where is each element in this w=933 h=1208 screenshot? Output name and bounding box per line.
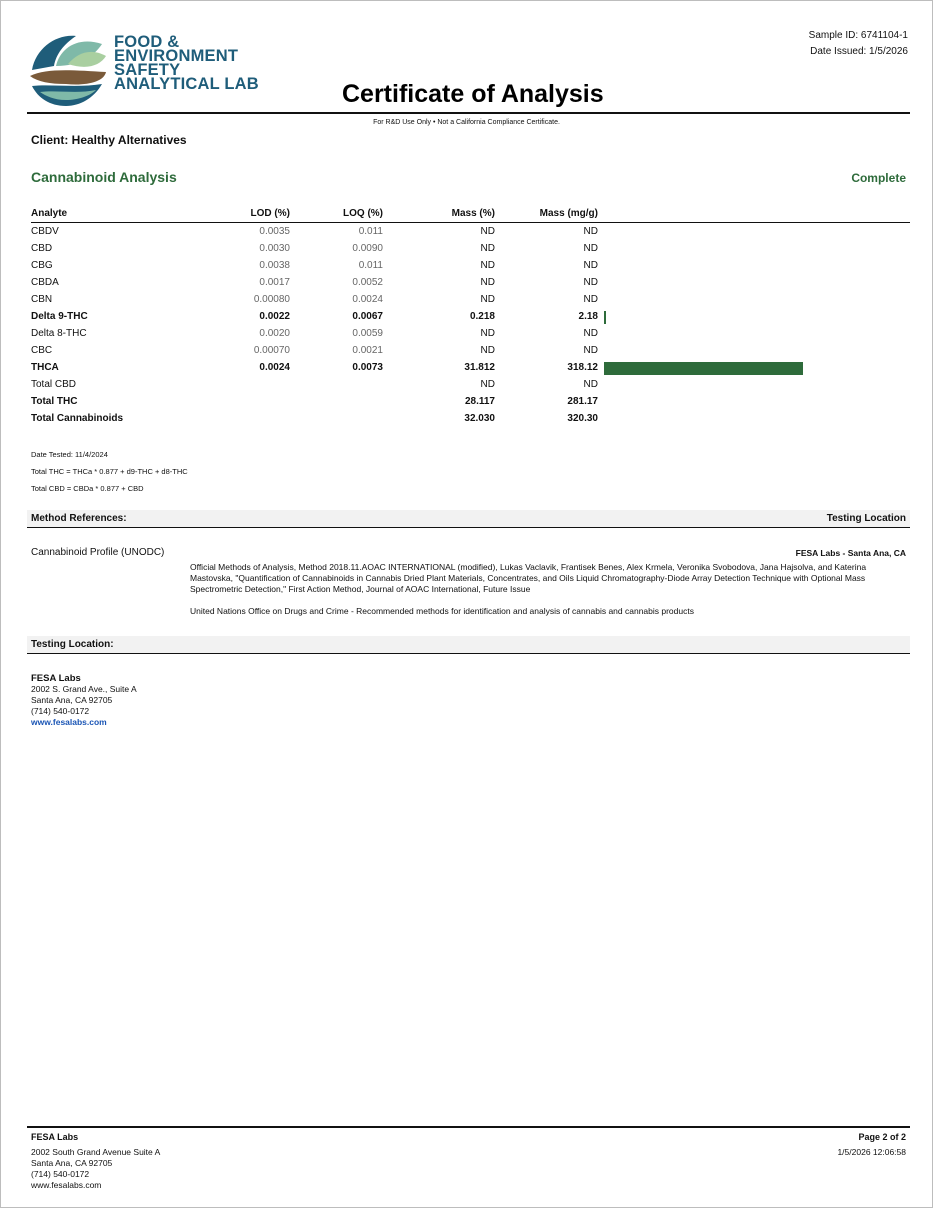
table-cell-loq: 0.0067 [352,311,383,322]
footer-address-line: Santa Ana, CA 92705 [31,1158,113,1168]
table-cell-pct: ND [480,379,495,390]
compliance-notice: For R&D Use Only • Not a California Compliance Certificate. [373,119,560,126]
table-cell-lod: 0.0038 [259,260,290,271]
lab-name-line: ANALYTICAL LAB [114,75,259,93]
table-cell-lod: 0.0024 [259,362,290,373]
method-location: FESA Labs - Santa Ana, CA [795,548,906,558]
testing-location-address [31,673,137,728]
table-cell-loq: 0.0073 [352,362,383,373]
table-cell-pct: 32.030 [464,413,495,424]
method-citation: Official Methods of Analysis, Method 2018.11.AOAC INTERNATIONAL (modified), Lukas Vaclavik, Frantisek Benes, Alex Krmela, Veronika Svobodova, Jana Hajsolva, and Katerina Mastovska, "Quantification of Cannabinoids in Cannabis Dried Plant Materials, Concentrates, and Oils Liquid Chromatography-Diode Array Detection Technique with Optional Mass Spectrometric Detection," First Action Method, Journal of AOAC International, Future Issue [190,562,867,594]
lab-logo-icon [26,26,108,108]
table-cell-pct: 0.218 [469,311,495,322]
table-cell-lod: 0.00070 [253,345,290,356]
footer-divider [27,1126,910,1128]
table-cell-lod: 0.0022 [259,311,290,322]
table-cell-mg: ND [583,345,598,356]
lab-name-line: FOOD & [114,33,180,51]
table-cell-analyte: CBN [31,294,53,305]
table-cell-pct: ND [480,294,495,305]
method-references-band [27,510,910,528]
table-row [31,274,910,291]
table-cell-pct: ND [480,345,495,356]
table-cell-mg: ND [583,294,598,305]
cannabinoid-table [31,205,910,427]
table-cell-loq: 0.011 [358,226,383,237]
page-number: Page 2 of 2 [858,1132,906,1142]
table-cell-mg: 281.17 [567,396,598,407]
sample-info [809,28,908,60]
table-cell-mg: ND [583,328,598,339]
date-tested: Date Tested: 11/4/2024 [31,450,108,459]
phone-number: (714) 540-0172 [31,706,90,716]
table-row [31,410,910,427]
table-cell-loq: 0.0021 [352,345,383,356]
table-cell-analyte: Total CBD [31,379,77,390]
table-cell-loq: 0.0059 [352,328,383,339]
column-header: Analyte [31,208,68,219]
table-row [31,376,910,393]
table-cell-pct: ND [480,328,495,339]
table-row [31,240,910,257]
address-line: Santa Ana, CA 92705 [31,695,113,705]
table-cell-pct: ND [480,243,495,254]
table-header [31,205,910,223]
address-line: 2002 S. Grand Ave., Suite A [31,684,137,694]
table-cell-mg: ND [583,243,598,254]
sample-id: Sample ID: 6741104-1 [808,30,908,41]
table-cell-analyte: CBC [31,345,53,356]
method-name: Cannabinoid Profile (UNODC) [31,547,165,558]
table-cell-loq: 0.0052 [352,277,383,288]
table-cell-pct: 28.117 [464,396,495,407]
table-cell-pct: 31.812 [464,362,495,373]
table-row [31,257,910,274]
table-cell-mg: 318.12 [567,362,598,373]
table-cell-loq: 0.011 [358,260,383,271]
table-cell-lod: 0.0035 [259,226,290,237]
table-row [31,308,910,325]
table-cell-analyte: CBDA [31,277,59,288]
footer-website: www.fesalabs.com [31,1180,102,1190]
method-description [190,562,895,628]
testing-location-band [27,636,910,654]
table-cell-analyte: Delta 9-THC [31,311,88,322]
footer-phone: (714) 540-0172 [31,1169,90,1179]
method-citation: United Nations Office on Drugs and Crime - Recommended methods for identification and analysis of cannabis and cannabis products [190,606,694,616]
table-cell-analyte: CBD [31,243,53,254]
table-cell-lod: 0.0017 [259,277,290,288]
table-cell-mg: 320.30 [567,413,598,424]
location-name: FESA Labs [31,673,81,684]
column-header: LOQ (%) [343,208,383,219]
table-body [31,223,910,427]
status-badge: Complete [851,171,906,185]
footer-page-info [837,1132,906,1158]
total-cbd-formula: Total CBD = CBDa * 0.877 + CBD [31,484,144,493]
calculation-notes [31,446,188,497]
table-row [31,223,910,240]
table-cell-analyte: THCA [31,362,59,373]
table-cell-loq: 0.0090 [352,243,383,254]
section-title: Cannabinoid Analysis [31,169,177,185]
table-cell-analyte: CBDV [31,226,59,237]
testing-location-label: Testing Location: [31,639,114,650]
lab-name-line: SAFETY [114,61,181,79]
table-cell-analyte: CBG [31,260,53,271]
table-cell-loq: 0.0024 [352,294,383,305]
table-cell-mg: ND [583,277,598,288]
table-row [31,325,910,342]
table-cell-lod: 0.0020 [259,328,290,339]
table-cell-mg: ND [583,260,598,271]
footer-lab-name: FESA Labs [31,1132,79,1142]
lab-name-line: ENVIRONMENT [114,47,239,65]
method-references-label: Method References: [31,513,127,524]
table-row [31,359,910,376]
mass-bar [604,311,606,324]
mass-bar [604,362,803,375]
lab-name [114,35,259,91]
table-cell-lod: 0.0030 [259,243,290,254]
table-cell-analyte: Total THC [31,396,78,407]
table-row [31,291,910,308]
table-row [31,342,910,359]
date-issued: Date Issued: 1/5/2026 [810,46,908,57]
website-link[interactable]: www.fesalabs.com [31,717,107,727]
page-title: Certificate of Analysis [342,80,604,108]
footer-address-line: 2002 South Grand Avenue Suite A [31,1147,161,1157]
column-header: LOD (%) [250,208,290,219]
client-name: Client: Healthy Alternatives [31,133,187,147]
table-cell-pct: ND [480,277,495,288]
table-cell-pct: ND [480,260,495,271]
table-row [31,393,910,410]
header-divider [27,112,910,114]
column-header: Mass (%) [451,208,495,219]
testing-location-header: Testing Location [826,513,906,524]
table-cell-mg: ND [583,226,598,237]
table-cell-analyte: Delta 8-THC [31,328,87,339]
table-cell-pct: ND [480,226,495,237]
total-thc-formula: Total THC = THCa * 0.877 + d9-THC + d8-THC [31,467,188,476]
table-cell-analyte: Total Cannabinoids [31,413,124,424]
table-cell-mg: ND [583,379,598,390]
table-cell-mg: 2.18 [578,311,598,322]
print-timestamp: 1/5/2026 12:06:58 [837,1147,906,1157]
footer-address [31,1132,160,1191]
table-cell-lod: 0.00080 [253,294,290,305]
column-header: Mass (mg/g) [539,208,598,219]
